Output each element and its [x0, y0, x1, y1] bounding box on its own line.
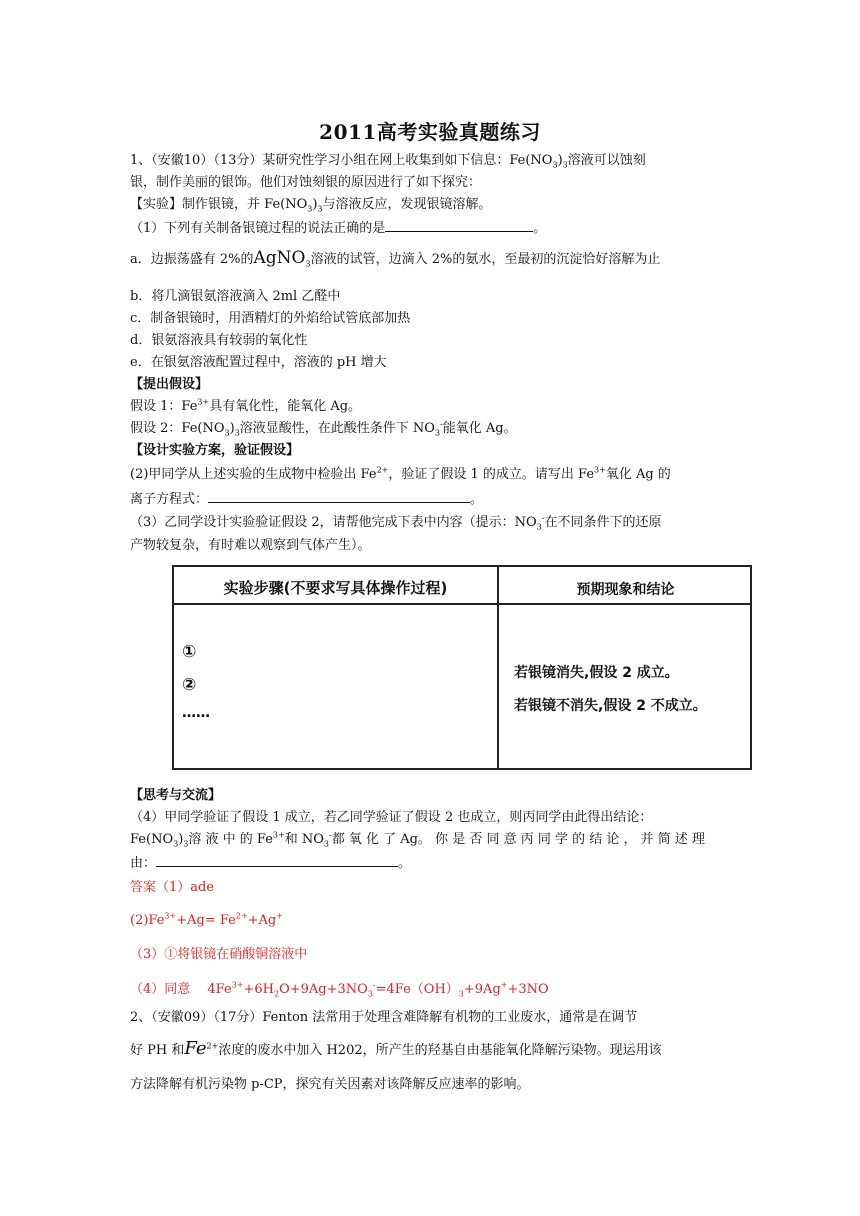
- superscript: -: [541, 513, 545, 523]
- paren: ): [312, 197, 318, 212]
- superscript: 3+: [197, 397, 210, 407]
- q4-text: 溶 液 中 的 Fe: [188, 832, 273, 847]
- subscript: 3: [173, 839, 179, 849]
- superscript: 3+: [594, 465, 606, 475]
- design-heading: 【设计实验方案，验证假设】: [130, 443, 300, 458]
- experiment-table: [172, 565, 752, 770]
- hyp-text: 假设 1：Fe: [130, 399, 198, 414]
- superscript: 3+: [231, 980, 244, 990]
- q1-text: 溶液可以蚀刻: [567, 153, 646, 168]
- subscript: 3: [305, 259, 311, 269]
- superscript: -: [372, 980, 376, 990]
- q1-text: 1、（安徽10）（13分）某研究性学习小组在网上收集到如下信息：Fe(NO: [130, 153, 553, 168]
- subscript: 3: [536, 522, 542, 532]
- subscript: 3: [458, 989, 464, 999]
- hypothesis-heading: 【提出假设】: [130, 377, 209, 392]
- answer-text: +6H: [243, 982, 274, 997]
- sub-question-3: [130, 513, 662, 533]
- superscript: 2+: [235, 911, 248, 921]
- answer-2: [130, 911, 283, 931]
- option-a: [130, 248, 660, 270]
- paren: ): [178, 832, 184, 847]
- superscript: +: [276, 911, 283, 921]
- q4-text: 都 氧 化 了 Ag。 你 是 否 同 意 丙 同 学 的 结 论 ， 并 简 述 理: [331, 832, 706, 847]
- subscript: 3: [317, 204, 323, 214]
- think-heading: 【思考与交流】: [130, 788, 222, 803]
- q1-line-1: [130, 151, 646, 171]
- step-2: ②: [182, 675, 197, 695]
- superscript: 3+: [164, 911, 177, 921]
- answer-text: +Ag= Fe: [176, 913, 236, 928]
- answer-text: +3NO: [507, 982, 549, 997]
- answer-blank[interactable]: [156, 852, 398, 867]
- q4-text: Fe(NO: [130, 832, 174, 847]
- q2-text: 离子方程式：: [130, 492, 209, 507]
- q2-text: 氧化 Ag 的: [605, 467, 671, 482]
- subscript: 3: [367, 989, 373, 999]
- hyp-text: 假设 2：Fe(NO: [130, 421, 225, 436]
- sub-question-4-reason: [130, 852, 411, 874]
- sub-question-2: [130, 465, 671, 485]
- q2-text: 好 PH 和: [130, 1043, 185, 1058]
- answer-text: =4Fe（OH）: [375, 982, 459, 997]
- q2-line-3: 方法降解有机污染物 p-CP，探究有关因素对该降解反应速率的影响。: [130, 1077, 530, 1092]
- hypothesis-2: [130, 419, 517, 439]
- subscript: 3: [562, 160, 568, 170]
- sub-question-2-cont: [130, 488, 483, 510]
- hypothesis-1: [130, 397, 361, 417]
- subscript: 3: [434, 428, 441, 438]
- subscript: 3: [307, 204, 313, 214]
- superscript: 2+: [376, 465, 389, 475]
- sub-question-4: （4）甲同学验证了假设 1 成立，若乙同学验证了假设 2 也成立，则丙同学由此得出结论：: [130, 810, 653, 825]
- chem-formula: AgNO: [253, 248, 306, 268]
- q2-text: 浓度的废水中加入 H202，所产生的羟基自由基能氧化降解污染物。现运用该: [218, 1043, 662, 1058]
- superscript: -: [328, 830, 332, 840]
- period: 。: [398, 856, 412, 871]
- step-ellipsis: ……: [182, 705, 210, 721]
- answer-text: +Ag: [247, 913, 277, 928]
- q1-line-2: 银，制作美丽的银饰。他们对蚀刻银的原因进行了如下探究：: [130, 175, 482, 190]
- answer-blank[interactable]: [208, 488, 470, 503]
- subscript: 2: [274, 989, 280, 999]
- q2-line-2: [130, 1039, 662, 1061]
- subscript: 3: [323, 839, 329, 849]
- q3-text: （3）乙同学设计实验验证假设 2，请帮他完成下表中内容（提示：NO: [130, 515, 537, 530]
- answer-1: 答案（1）ade: [130, 880, 215, 895]
- superscript: 2+: [206, 1041, 219, 1051]
- answer-text: （4）同意 4Fe: [130, 982, 232, 997]
- chem-formula: Fe: [184, 1038, 207, 1059]
- answer-4: [130, 980, 549, 1000]
- hyp-text: 溶液显酸性，在此酸性条件下 NO: [239, 421, 435, 436]
- table-header-steps: 实验步骤(不要求写具体操作过程): [223, 579, 448, 597]
- step-1: ①: [182, 642, 197, 662]
- hyp-text: 具有氧化性，能氧化 Ag。: [209, 399, 362, 414]
- superscript: -: [440, 419, 443, 429]
- q2-text: (2)甲同学从上述实验的生成物中检验出 Fe: [130, 467, 377, 482]
- sub-question-4-cont: [130, 830, 705, 850]
- hyp-text: 能氧化 Ag。: [442, 421, 517, 436]
- paren: ): [557, 153, 563, 168]
- option-d: d．银氨溶液具有较弱的氧化性: [130, 333, 308, 348]
- sub-question-1: [130, 217, 546, 239]
- option-a-text: a．边振荡盛有 2%的: [130, 252, 254, 267]
- answer-text: (2)Fe: [130, 913, 165, 928]
- q4-text: 和 NO: [284, 832, 324, 847]
- table-header-results: 预期现象和结论: [576, 582, 675, 598]
- answer-blank[interactable]: [385, 217, 533, 232]
- sub-question-3-cont: 产物较复杂，有时难以观察到气体产生）。: [130, 538, 371, 553]
- q4-text: 由：: [130, 856, 157, 871]
- paren: ): [229, 421, 235, 436]
- period: 。: [470, 492, 484, 507]
- result-1: 若银镜消失,假设 2 成立。: [514, 665, 679, 681]
- page-title: 2011高考实验真题练习: [319, 120, 541, 144]
- sub-question-text: （1）下列有关制备银镜过程的说法正确的是: [130, 221, 386, 236]
- result-2: 若银镜不消失,假设 2 不成立。: [514, 698, 707, 714]
- answer-3: （3）①将银镜在硝酸铜溶液中: [130, 947, 308, 962]
- option-a-text: 溶液的试管，边滴入 2%的氨水，至最初的沉淀恰好溶解为止: [310, 252, 661, 267]
- experiment-text: 【实验】制作银镜，并 Fe(NO: [130, 197, 308, 212]
- period: 。: [533, 221, 547, 236]
- subscript: 3: [234, 428, 240, 438]
- option-c: c．制备银镜时，用酒精灯的外焰给试管底部加热: [130, 311, 411, 326]
- subscript: 3: [224, 428, 230, 438]
- option-e: e．在银氨溶液配置过程中，溶液的 pH 增大: [130, 355, 387, 370]
- option-b: b．将几滴银氨溶液滴入 2ml 乙醛中: [130, 289, 341, 304]
- superscript: 3+: [272, 830, 285, 840]
- q2-text: ，验证了假设 1 的成立。请写出 Fe: [388, 467, 595, 482]
- answer-text: O+9Ag+3NO: [279, 982, 368, 997]
- experiment-line: [130, 195, 492, 215]
- subscript: 3: [183, 839, 189, 849]
- answer-text: +9Ag: [463, 982, 501, 997]
- experiment-text: 与溶液反应，发现银镜溶解。: [322, 197, 492, 212]
- q3-text: 在不同条件下的还原: [544, 515, 662, 530]
- superscript: +: [500, 980, 508, 990]
- subscript: 3: [552, 160, 558, 170]
- q2-line-1: 2、（安徽09）（17分）Fenton 法常用于处理含难降解有机物的工业废水，通常是在调节: [130, 1010, 638, 1025]
